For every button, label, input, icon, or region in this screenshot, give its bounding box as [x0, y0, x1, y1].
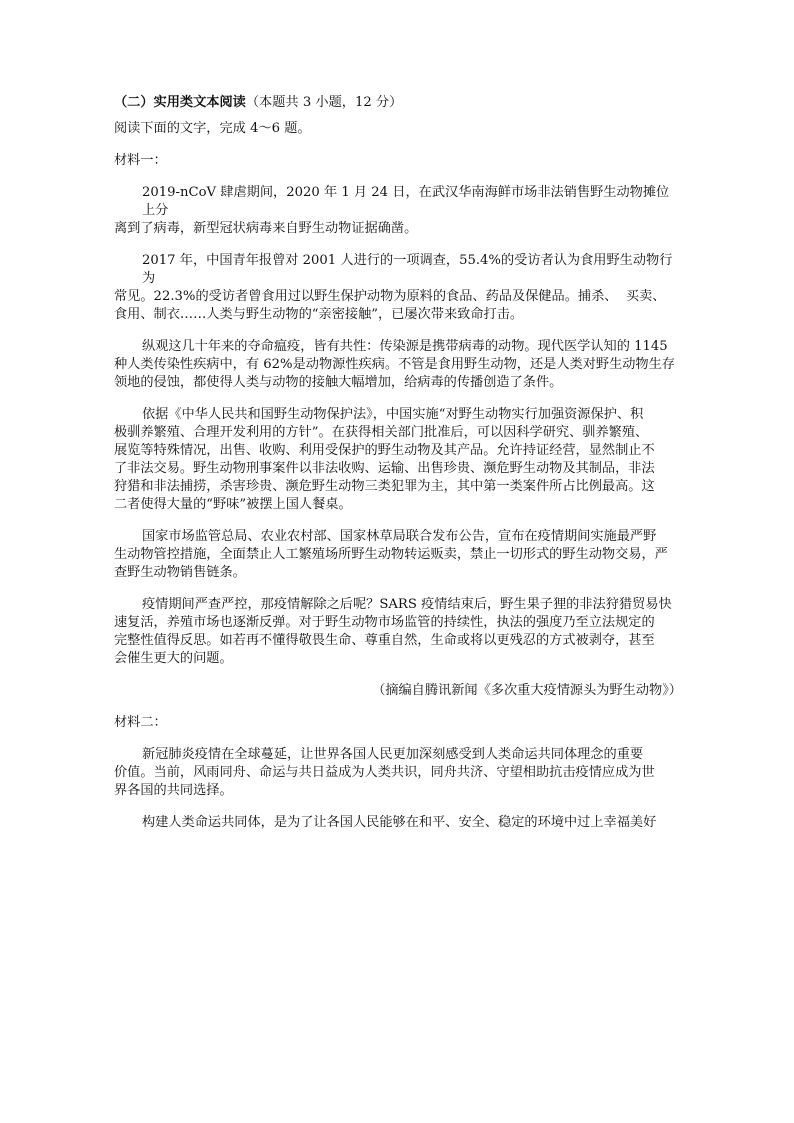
section-heading — [114, 94, 682, 112]
material-1-paragraph-1 — [114, 184, 682, 238]
section-title: （二）实用类文本阅读 — [114, 95, 246, 110]
material-1-paragraph-2 — [114, 252, 682, 324]
text-line: 纵观这几十年来的夺命瘟疫，皆有共性：传染源是携带病毒的动物。现代医学认知的 1145 — [142, 339, 668, 354]
text-line: 2017 年，中国青年报曾对 2001 人进行的一项调查，55.4%的受访者认为食用野生动物行为 — [142, 253, 673, 286]
instruction: 阅读下面的文字，完成 4～6 题。 — [114, 121, 311, 136]
text-line: 领地的侵蚀，都使得人类与动物的接触大幅增加，给病毒的传播创造了条件。 — [114, 375, 563, 390]
text-line: 依据《中华人民共和国野生动物保护法》，中国实施“对野生动物实行加强资源保护、积 — [142, 407, 644, 422]
section-note: （本题共 3 小题，12 分） — [245, 95, 403, 110]
text-line: 常见。22.3%的受访者曾食用过以野生保护动物为原料的食品、药品及保健品。捕杀、 买卖、 — [114, 289, 666, 304]
text-line: 构建人类命运共同体，是为了让各国人民能够在和平、安全、稳定的环境中过上幸福美好 — [142, 815, 657, 830]
material-1-label: 材料一： — [114, 153, 167, 168]
material-1-paragraph-4 — [114, 406, 682, 514]
text-line: 狩猎和非法捕捞，杀害珍贵、濒危野生动物三类犯罪为主，其中第一类案件所占比例最高。这 — [114, 479, 655, 494]
text-line: 2019-nCoV 肆虐期间，2020 年 1 月 24 日，在武汉华南海鲜市场非法销售野生动物摊位上分 — [142, 185, 670, 218]
text-line: 价值。当前，风雨同舟、命运与共日益成为人类共识，同舟共济、守望相助抗击疫情应成为世 — [114, 765, 655, 780]
material-1-paragraph-5 — [114, 528, 682, 582]
text-line: 极驯养繁殖、合理开发利用的方针”。在获得相关部门批准后，可以因科学研究、驯养繁殖、 — [114, 425, 649, 440]
material-1-paragraph-6 — [114, 596, 682, 668]
text-line: 国家市场监管总局、农业农村部、国家林草局联合发布公告，宣布在疫情期间实施最严野 — [142, 529, 657, 544]
text-line: 生动物管控措施，全面禁止人工繁殖场所野生动物转运贩卖，禁止一切形式的野生动物交易，严 — [114, 547, 668, 562]
text-line: 种人类传染性疾病中，有 62%是动物源性疾病。不管是食用野生动物，还是人类对野生动物生存 — [114, 357, 675, 372]
text-line: 离到了病毒，新型冠状病毒来自野生动物证据确凿。 — [114, 221, 418, 236]
material-2-label: 材料二： — [114, 715, 167, 730]
text-line: 速复活，养殖市场也逐渐反弹。对于野生动物市场监管的持续性，执法的强度乃至立法规定的 — [114, 615, 655, 630]
material-1-paragraph-3 — [114, 338, 682, 392]
text-line: 食用、制衣……人类与野生动物的“亲密接触”，已屡次带来致命打击。 — [114, 307, 524, 322]
text-line: 完整性值得反思。如若再不懂得敬畏生命、尊重自然，生命或将以更残忍的方式被剥夺，甚至 — [114, 633, 655, 648]
material-1-source: （摘编自腾讯新闻《多次重大疫情源头为野生动物》） — [372, 683, 682, 698]
text-line: 展览等特殊情况，出售、收购、利用受保护的野生动物及其产品。允许持证经营，显然制止不 — [114, 443, 655, 458]
text-line: 了非法交易。野生动物刑事案件以非法收购、运输、出售珍贵、濒危野生动物及其制品，非法 — [114, 461, 655, 476]
text-line: 会催生更大的问题。 — [114, 651, 233, 666]
document-page — [114, 94, 682, 846]
material-2-paragraph-1 — [114, 746, 682, 800]
text-line: 疫情期间严查严控，那疫情解除之后呢？SARS 疫情结束后，野生果子狸的非法狩猎贸易快 — [142, 597, 672, 612]
text-line: 界各国的共同选择。 — [114, 783, 233, 798]
text-line: 二者使得大量的“野味”被摆上国人餐桌。 — [114, 497, 352, 512]
material-2-paragraph-2 — [114, 814, 682, 832]
text-line: 新冠肺炎疫情在全球蔓延，让世界各国人民更加深刻感受到人类命运共同体理念的重要 — [142, 747, 644, 762]
text-line: 查野生动物销售链条。 — [114, 565, 246, 580]
